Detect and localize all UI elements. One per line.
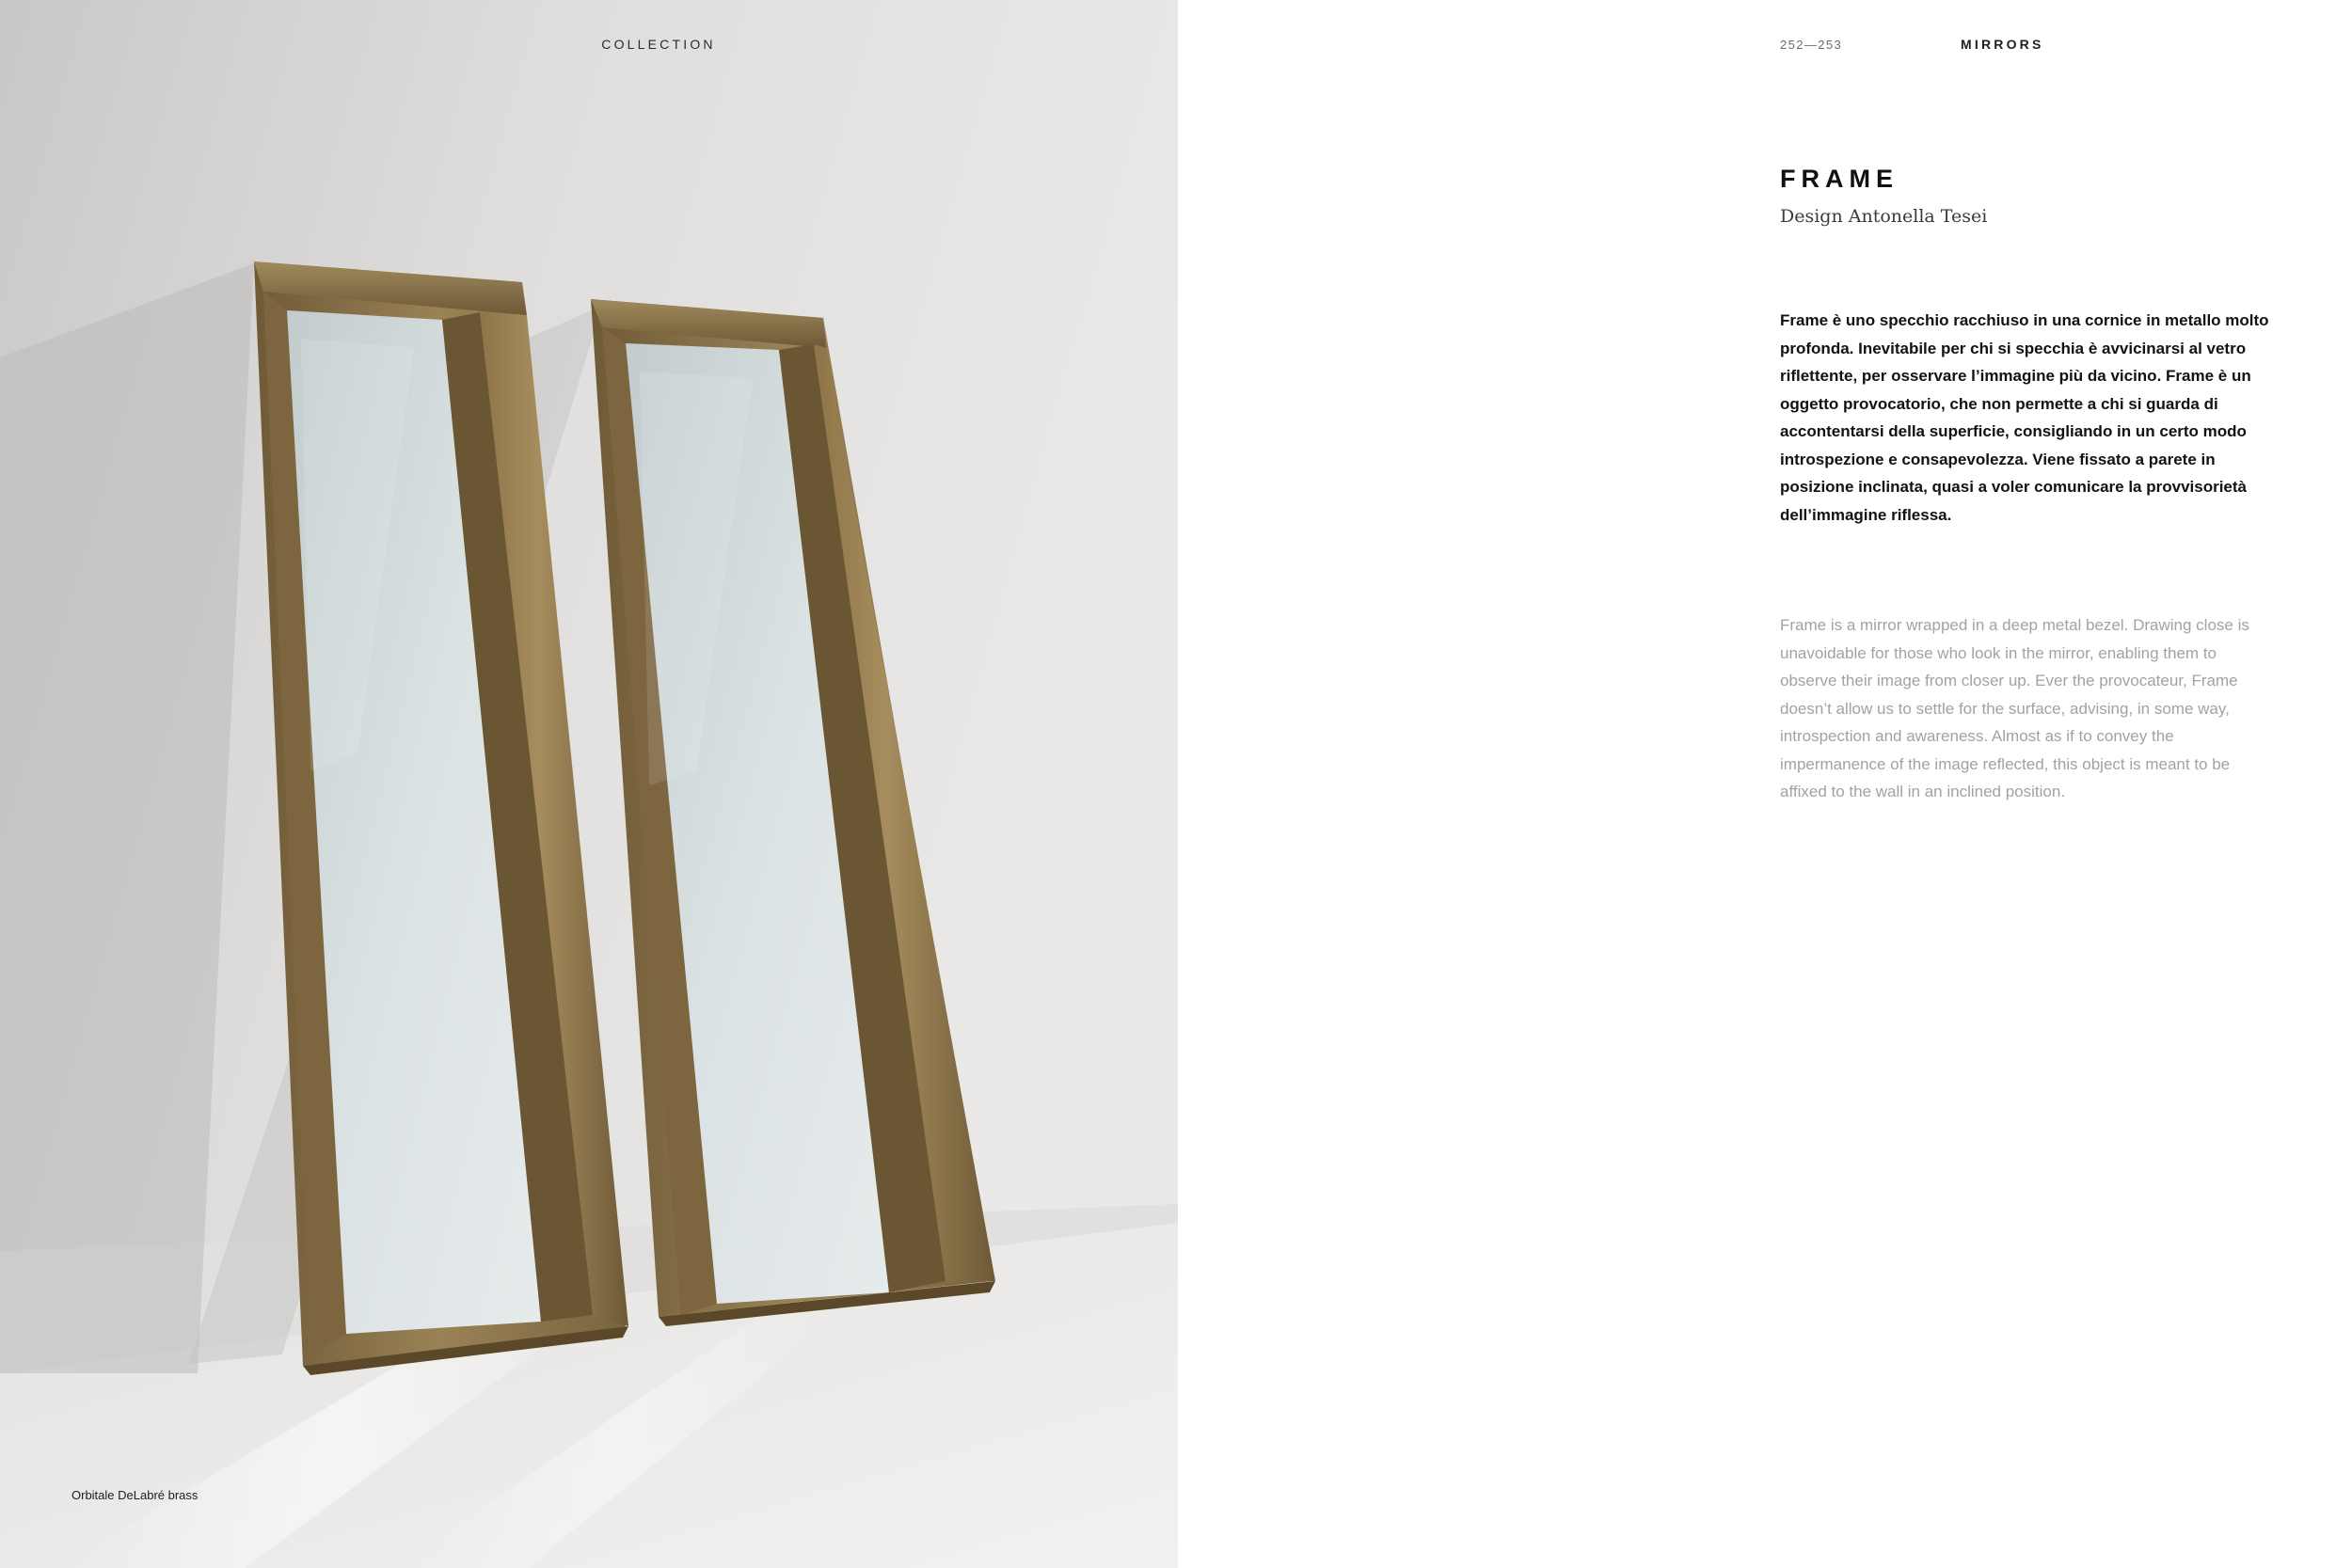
page-numbers: 252—253 [1780, 38, 1843, 52]
section-name: MIRRORS [1961, 37, 2044, 52]
photo-caption: Orbitale DeLabré brass [72, 1488, 199, 1502]
description-english: Frame is a mirror wrapped in a deep metal bezel. Drawing close is unavoidable for those who look in the mirror, enabling them to observe their image from closer up. Ever the provocateur, Frame doesn’t allow us to settle for the surface, advising, in some way, introspection and awareness. Almost as if to convey the impermanence of the image reflected, this object is meant to be affixed to the wall in an inclined position. [1780, 616, 2249, 800]
designer-credit: Design Antonella Tesei [1780, 206, 1988, 227]
description-italian: Frame è uno specchio racchiuso in una cornice in metallo molto profonda. Inevitabile per chi si specchia è avvicinarsi al vetro riflettente, per osservare l’immagine più da vicino. Frame è un oggetto provocatorio, che non permette a chi si guarda di accontentarsi della superficie, consigliando in un certo modo introspezione e consapevolezza. Viene fissato a parete in posizione inclinata, quasi a voler comunicare la provvisorietà dell’immagine riflessa. [1780, 311, 2269, 524]
text-page [1178, 0, 2352, 1568]
product-title: FRAME [1780, 165, 1899, 193]
running-head-collection: COLLECTION [601, 37, 716, 52]
